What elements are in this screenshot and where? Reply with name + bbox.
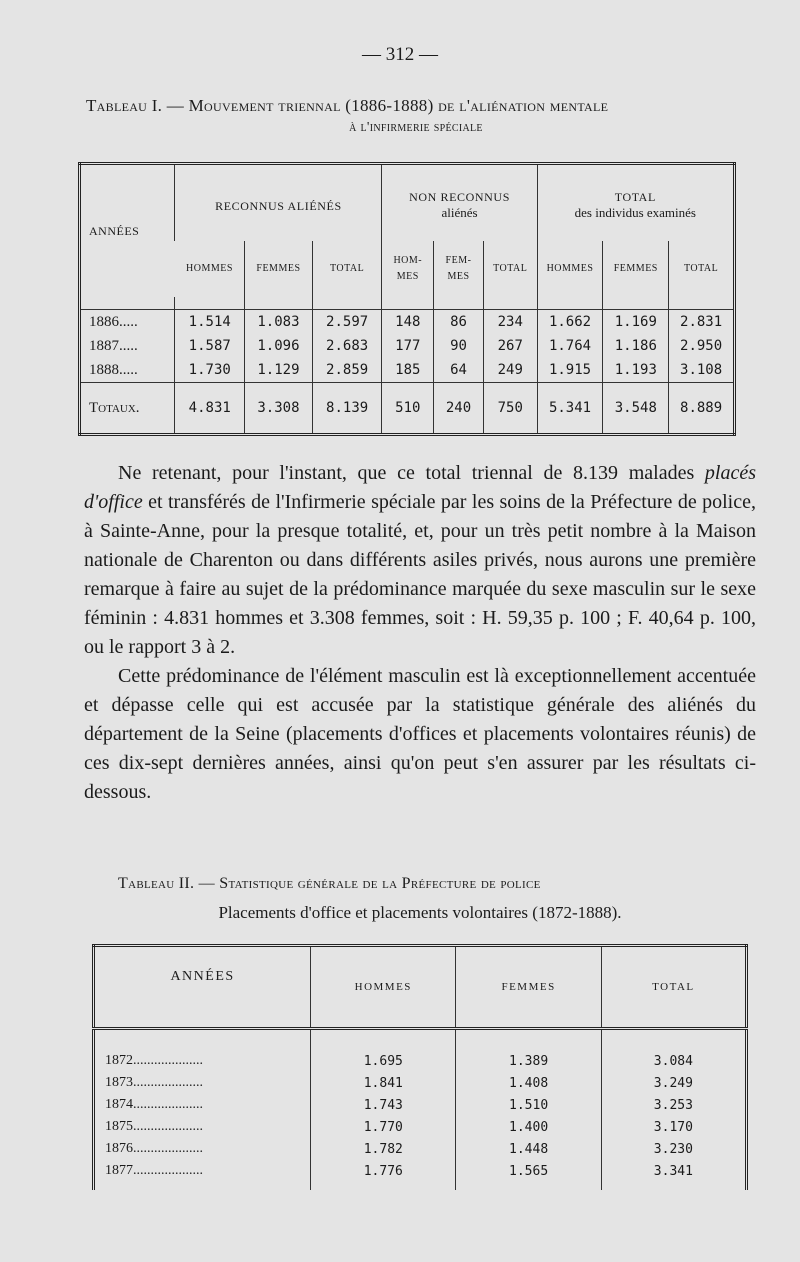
table-row	[94, 1050, 747, 1072]
value-cell: 1.730	[175, 358, 245, 383]
year-cell: 1873....................	[105, 1075, 203, 1090]
year-cell: 1887.....	[89, 337, 138, 354]
table1-group-non-reconnus-line1: NON RECONNUS	[409, 190, 510, 205]
table1-sub-femmes: FEMMES	[245, 241, 313, 297]
table1-title-main: — Mouvement triennal (1886-1888) de l'aliénation mentale	[162, 96, 609, 115]
value-cell: 2.683	[312, 334, 382, 358]
value-cell: 1.129	[245, 358, 313, 383]
table1-sub-femmes-nr	[434, 241, 484, 297]
value-cell: 3.341	[601, 1160, 746, 1182]
value-cell: 2.831	[669, 310, 735, 335]
value-cell: 1.408	[456, 1072, 601, 1094]
value-cell: 148	[382, 310, 434, 335]
table1-title	[86, 96, 746, 136]
value-cell: 1.389	[456, 1050, 601, 1072]
totals-label: Totaux.	[80, 383, 175, 435]
table1-group-total-line2: des individus examinés	[574, 205, 696, 221]
value-cell: 1.083	[245, 310, 313, 335]
table1-sub-hommes-nr	[382, 241, 434, 297]
table2-header-femmes: FEMMES	[456, 946, 601, 1029]
table-row	[80, 334, 735, 358]
year-cell: 1872....................	[105, 1053, 203, 1068]
value-cell: 3.084	[601, 1050, 746, 1072]
table1-title-line2: à l'infirmerie spéciale	[349, 120, 483, 135]
value-cell: 3.170	[601, 1116, 746, 1138]
table1-sub-hommes: HOMMES	[186, 263, 233, 274]
value-cell: 267	[483, 334, 537, 358]
table2-subtitle: Placements d'office et placements volontaires (1872-1888).	[218, 903, 622, 922]
table2-title-main: — Statistique générale de la Préfecture de police	[194, 875, 541, 892]
table2-title	[118, 875, 758, 893]
value-cell: 3.108	[669, 358, 735, 383]
table1-sub-femmes-tot: FEMMES	[603, 241, 669, 297]
total-cell: 3.308	[245, 383, 313, 435]
table1-sub-hom-line2: MES	[396, 271, 419, 282]
value-cell: 1.915	[537, 358, 603, 383]
paragraph-1-italic: placés d'office	[84, 462, 756, 513]
value-cell: 1.186	[603, 334, 669, 358]
table2-header-annees: ANNÉES	[94, 946, 311, 1029]
table2-title-prefix: Tableau II.	[118, 875, 195, 892]
table1-group-total-line1: TOTAL	[614, 190, 656, 205]
value-cell: 1.764	[537, 334, 603, 358]
value-cell: 177	[382, 334, 434, 358]
table1-group-non-reconnus	[382, 164, 537, 242]
totals-row	[80, 383, 735, 435]
value-cell: 90	[434, 334, 484, 358]
value-cell: 1.695	[311, 1050, 456, 1072]
value-cell: 3.253	[601, 1094, 746, 1116]
value-cell: 1.841	[311, 1072, 456, 1094]
table-row	[80, 310, 735, 335]
value-cell: 1.776	[311, 1160, 456, 1182]
total-cell: 8.889	[669, 383, 735, 435]
table1-sub-hom-line1: HOM-	[393, 255, 423, 266]
table-row	[94, 1072, 747, 1094]
table2-header-hommes: HOMMES	[311, 946, 456, 1029]
table-row	[94, 1160, 747, 1182]
value-cell: 1.510	[456, 1094, 601, 1116]
value-cell: 2.859	[312, 358, 382, 383]
table1-group-total	[537, 164, 734, 242]
table1-sub-total: TOTAL	[312, 241, 382, 297]
paragraph-1-text-b: et transférés de l'Infirmerie spéciale par les soins de la Préfecture de police, à Sainte-Anne, pour la presque totalité, et, pour un très petit nombre à la Maison nationale de Charenton ou dans différents asiles privés, nous aurons une première remarque à faire au sujet de la prédominance marquée du sexe masculin sur le sexe féminin : 4.831 hommes et 3.308 femmes, soit : H. 59,35 p. 100 ; F. 40,64 p. 100, ou le rapport 3 à 2.	[84, 491, 756, 658]
value-cell: 1.400	[456, 1116, 601, 1138]
value-cell: 1.770	[311, 1116, 456, 1138]
table-row	[94, 1138, 747, 1160]
year-cell: 1888.....	[89, 361, 138, 378]
total-cell: 5.341	[537, 383, 603, 435]
value-cell: 1.743	[311, 1094, 456, 1116]
total-cell: 510	[382, 383, 434, 435]
value-cell: 64	[434, 358, 484, 383]
value-cell: 86	[434, 310, 484, 335]
table1-group-reconnus: RECONNUS ALIÉNÉS	[175, 164, 382, 242]
page-number: — 312 —	[362, 44, 438, 65]
year-cell: 1874....................	[105, 1097, 203, 1112]
value-cell: 3.230	[601, 1138, 746, 1160]
total-cell: 8.139	[312, 383, 382, 435]
value-cell: 2.597	[312, 310, 382, 335]
table1-sub-total-nr: TOTAL	[483, 241, 537, 297]
value-cell: 1.193	[603, 358, 669, 383]
year-cell: 1886.....	[89, 313, 138, 330]
total-cell: 750	[483, 383, 537, 435]
value-cell: 1.587	[175, 334, 245, 358]
table-row	[94, 1094, 747, 1116]
total-cell: 4.831	[175, 383, 245, 435]
value-cell: 3.249	[601, 1072, 746, 1094]
year-cell: 1877....................	[105, 1163, 203, 1178]
value-cell: 1.514	[175, 310, 245, 335]
table1-group-non-reconnus-line2: aliénés	[441, 205, 478, 221]
table1-sub-hommes-tot: HOMMES	[537, 241, 603, 297]
value-cell: 2.950	[669, 334, 735, 358]
value-cell: 1.169	[603, 310, 669, 335]
value-cell: 1.782	[311, 1138, 456, 1160]
value-cell: 1.448	[456, 1138, 601, 1160]
value-cell: 1.096	[245, 334, 313, 358]
paragraph-1	[84, 459, 756, 807]
value-cell: 1.662	[537, 310, 603, 335]
total-cell: 240	[434, 383, 484, 435]
table1	[78, 162, 736, 436]
year-cell: 1875....................	[105, 1119, 203, 1134]
table-row	[80, 358, 735, 383]
table2-header-total: TOTAL	[601, 946, 746, 1029]
paragraph-1-text-a: Ne retenant, pour l'instant, que ce total triennal de 8.139 malades	[118, 462, 705, 484]
table2	[92, 944, 748, 1190]
value-cell: 1.565	[456, 1160, 601, 1182]
value-cell: 249	[483, 358, 537, 383]
paragraph-2: Cette prédominance de l'élément masculin est là exceptionnellement accentuée et dépasse celle qui est accusée par la statistique générale des aliénés du département de la Seine (placements d'offices et placements volontaires réunis) de ces dix-sept dernières années, ainsi qu'on peut s'en assurer par les résultats ci-dessous.	[84, 665, 756, 803]
year-cell: 1876....................	[105, 1141, 203, 1156]
value-cell: 185	[382, 358, 434, 383]
table1-sub-total-tot: TOTAL	[669, 241, 735, 297]
table-row	[94, 1116, 747, 1138]
total-cell: 3.548	[603, 383, 669, 435]
table1-header-annees: ANNÉES	[89, 223, 140, 238]
table1-title-prefix: Tableau I.	[86, 96, 163, 115]
value-cell: 234	[483, 310, 537, 335]
table1-sub-fem-line1: FEM-	[445, 255, 472, 266]
table1-sub-fem-line2: MES	[447, 271, 470, 282]
